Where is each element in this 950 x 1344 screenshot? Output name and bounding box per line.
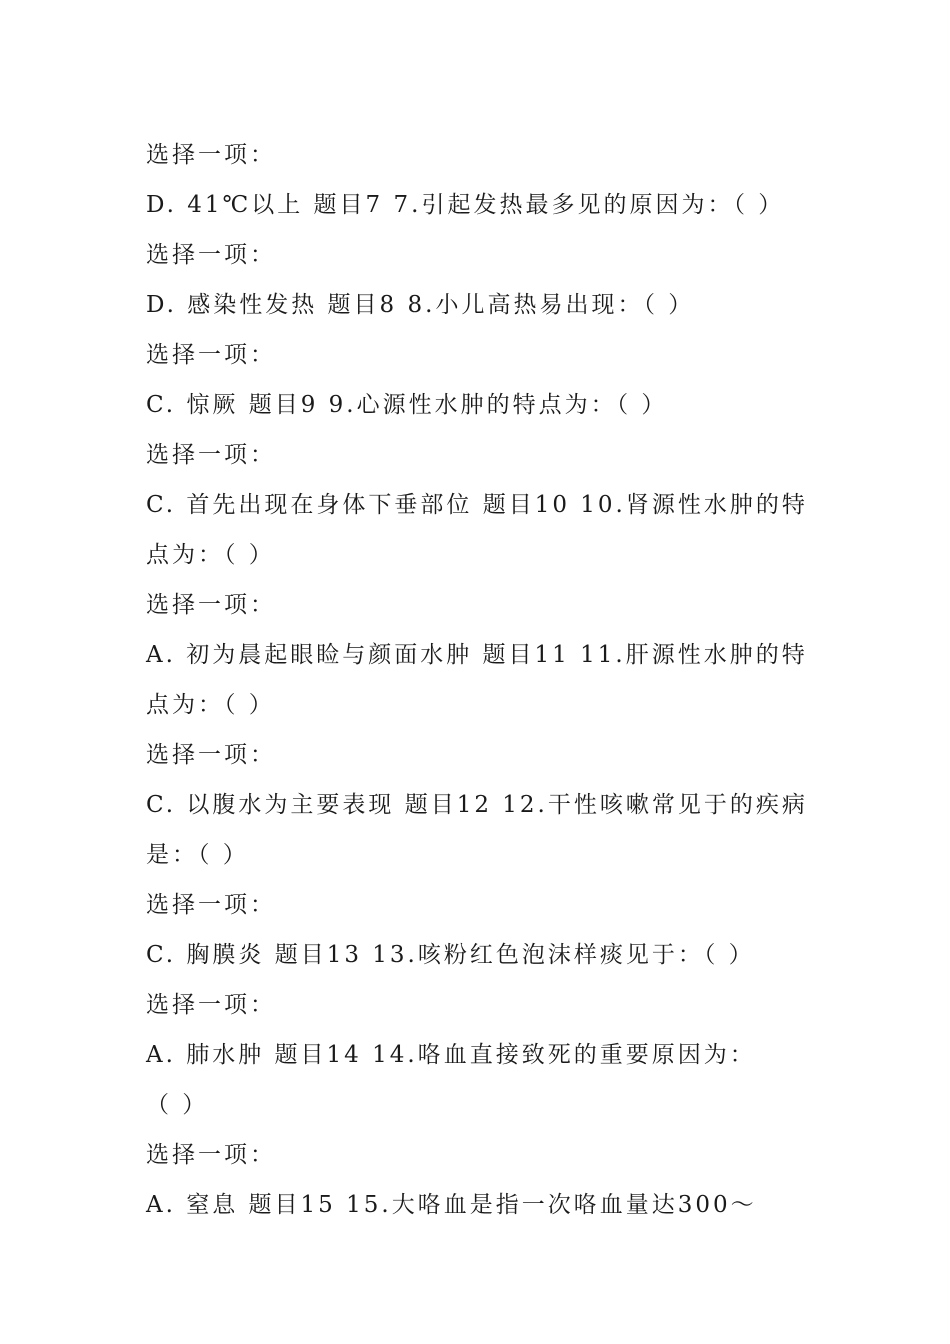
text-line: 选择一项：	[146, 592, 276, 618]
text-line: 选择一项：	[146, 892, 276, 918]
text-line: 选择一项：	[146, 242, 276, 268]
text-line: （ ）	[146, 1092, 209, 1118]
text-line: 选择一项：	[146, 442, 276, 468]
text-line: 选择一项：	[146, 342, 276, 368]
document-page	[146, 130, 816, 1230]
text-line: D. 感染性发热 题目8 8.小儿高热易出现：（ ）	[146, 292, 695, 318]
text-line: C. 以腹水为主要表现 题目12 12.干性咳嗽常见于的疾病	[146, 792, 808, 818]
text-line: 选择一项：	[146, 992, 276, 1018]
text-line: 是：（ ）	[146, 842, 249, 868]
text-line: A. 肺水肿 题目14 14.咯血直接致死的重要原因为：	[146, 1042, 756, 1068]
text-line: A. 初为晨起眼睑与颜面水肿 题目11 11.肝源性水肿的特	[146, 642, 808, 668]
text-line: C. 惊厥 题目9 9.心源性水肿的特点为：（ ）	[146, 392, 668, 418]
text-line: 选择一项：	[146, 1142, 276, 1168]
text-line: C. 首先出现在身体下垂部位 题目10 10.肾源性水肿的特	[146, 492, 808, 518]
text-line: C. 胸膜炎 题目13 13.咳粉红色泡沫样痰见于：（ ）	[146, 942, 755, 968]
text-line: 选择一项：	[146, 142, 276, 168]
text-line: 点为：（ ）	[146, 692, 275, 718]
text-line: A. 窒息 题目15 15.大咯血是指一次咯血量达300～	[146, 1192, 757, 1218]
text-line: D. 41℃以上 题目7 7.引起发热最多见的原因为：（ ）	[146, 192, 785, 218]
text-line: 点为：（ ）	[146, 542, 275, 568]
text-line: 选择一项：	[146, 742, 276, 768]
